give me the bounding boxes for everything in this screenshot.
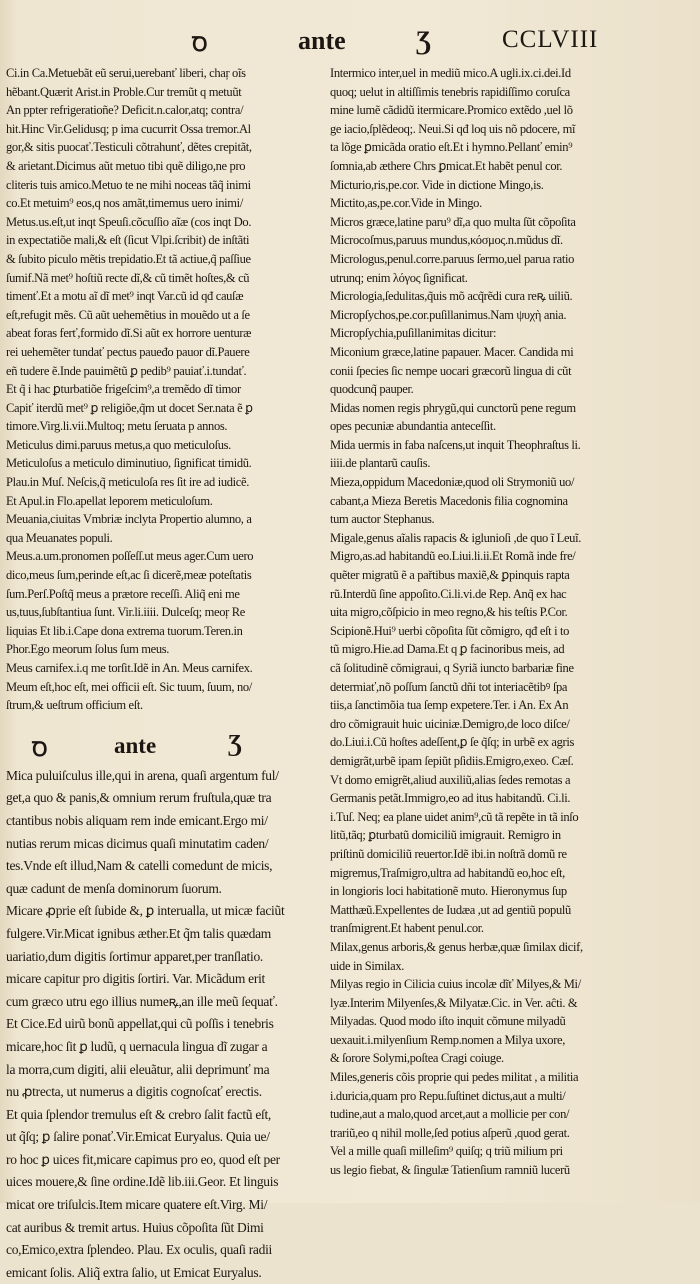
text-line: get,a quo & panis,& omnium rerum fruſtula,quæ tra: [6, 790, 272, 806]
text-line: Germanis petãt.Immigro,eo ad itus habitandũ. Ci.li.: [330, 791, 571, 806]
text-line: Microcoſmus,paruus mundus,κόσμος.n.mũdus dĩ.: [330, 233, 563, 248]
text-line: An ppter refrigeratioñe? Deficit.n.calor,atq; contra/: [6, 103, 244, 118]
text-line: in expectatiõe mali,& eſt (ſicut Vlpi.ſcribit) de inſtãti: [6, 233, 250, 248]
text-line: cat auribus & tremit artus. Huius cõpoſita ſũt Dimi: [6, 1219, 264, 1235]
text-line: Meticuloſus a meticulo diminutiuo, ſignificat timidũ.: [6, 456, 252, 471]
text-line: Meum eſt,hoc eſt, mei officii eſt. Sic tuum, ſuum, no/: [6, 679, 252, 694]
text-line: Migale,genus aĩalis rapacis & iglunioſi ,de quo ĩ Leuĩ.: [330, 530, 582, 545]
text-line: tiis,a ſanctimõia tua ſemp expetere.Ter. i An. Ex An: [330, 698, 569, 713]
text-line: do.Liui.i.Cũ hoſtes adeſſent,ꝑ ſe q̃ſq; in urbẽ ex agris: [330, 735, 574, 750]
text-line: Plau.in Muſ. Neſcis,q̃ meticuloſa res ſit ire ad iudicẽ.: [6, 475, 250, 490]
text-line: Mica puluiſculus ille,qui in arena, quaſi argentum ful/: [6, 767, 279, 783]
text-line: rũ.Interdũ ſine appoſito.Ci.li.vi.de Rep. Anq̃ ex hac: [330, 586, 567, 601]
text-line: Et q̃ i hac ꝑturbatiõe frigeſcim⁹,a tremẽdo dĩ timor: [6, 382, 241, 397]
text-line: uices mouere,& ſine ordine.Idẽ lib.iii.Geor. Et linguis: [6, 1174, 279, 1190]
text-line: ge iacio,ſplẽdeoq;. Neui.Si qđ loq uis nõ pdocere, mĩ: [330, 121, 576, 136]
text-line: emicant ſolis. Aliq̃ extra ſalio, ut Emicat Euryalus.: [6, 1264, 262, 1280]
text-line: quæ cadunt de menſa dominorum ſuorum.: [6, 880, 222, 896]
text-line: nu ꝓtrecta, ut numerus a digitis cognoſcať erectis.: [6, 1084, 262, 1100]
text-line: Milax,genus arboris,& genus herbæ,quæ ſimilax dicif,: [330, 939, 583, 954]
text-line: uariatio,dum digitis ſortimur apparet,per tranſlatio.: [6, 948, 263, 964]
folio-number: CCLVIII: [502, 26, 599, 53]
text-line: trariũ,eo q nihil molle,ſed potius aſperũ ,quod gerat.: [330, 1125, 570, 1140]
text-line: timore.Virg.li.vii.Multoq; metu ſeruata p annos.: [6, 419, 228, 434]
text-line: abeat foras ferť,formido dĩ.Si aũt ex horrore uenturæ: [6, 326, 252, 341]
text-line: ctantibus nobis aliquam rem inde emicant.Ergo mi/: [6, 812, 268, 828]
text-line: Et Cice.Ed uirũ bonũ appellat,qui cũ poſſis i tenebris: [6, 1016, 274, 1032]
left-column: [6, 64, 324, 1284]
text-line: Vel a mille quaſi milleſim⁹ quiſq; q triũ milium pri: [330, 1144, 563, 1159]
running-header: [180, 22, 680, 58]
text-line: conii ſpecies ſic nempe uocari græcorũ lingua di cũt: [330, 363, 572, 378]
left-column-block-2: [6, 765, 324, 1284]
text-line: quẽter migratũ ẽ a pařtibus maxiẽ,& ꝑpinquis rapta: [330, 568, 570, 583]
text-line: cabant,a Mieza Beretis Macedonis filia cognomina: [330, 493, 568, 508]
text-line: Mictito,as,pe.cor.Vide in Mingo.: [330, 196, 482, 211]
text-line: co,Emico,extra ſplendeo. Plau. Ex oculis, quaſi radii: [6, 1242, 273, 1258]
text-line: Micropſychos,pe.cor.puſillanimus.Nam ψυχὴ ania.: [330, 307, 567, 322]
text-line: Midas nomen regis phrygũ,qui cunctorũ pene regum: [330, 400, 576, 415]
text-line: uexauit.i.milyenſium Remp.nomen a Milya uxore,: [330, 1032, 566, 1047]
text-line: i.Tuſ. Neq; ea plane uidet anim⁹,cũ tã repẽte in tã inſo: [330, 809, 579, 824]
text-line: opes pecuniæ abundantia anteceſſit.: [330, 419, 496, 434]
text-line: micat ore triſulcis.Item micare quatere eſt.Virg. Mi/: [6, 1197, 268, 1213]
text-line: mine lumẽ cãdidũ itermicare.Promico extẽdo ,uel lõ: [330, 103, 573, 118]
text-line: Micrologia,ſedulitas,q̃uis mõ acq̃rẽdi cura reꝶ uiliũ.: [330, 289, 573, 304]
text-line: Et quia ſplendor tremulus eſt & crebro ſalit factũ eſt,: [6, 1106, 272, 1122]
text-line: quoq; uelut in altiſſimis tenebris rapidiſſimo coruſca: [330, 84, 570, 99]
text-line: determiať,nõ poſſum ſanctũ dñi tot interiacẽtibꝰ ſpa: [330, 679, 568, 694]
text-line: Intermico inter,uel in mediũ mico.A ugli.ix.ci.dei.Id: [330, 66, 571, 80]
text-line: tranſmigrent.Et habent penul.cor.: [330, 921, 484, 936]
text-line: micare capitur pro digitis ſortiri. Var. Micãdum erit: [6, 971, 265, 987]
text-line: ſumif.Nã met⁹ hoſtiũ recte dĩ,& cũ timẽt hoſtes,& cũ: [6, 270, 250, 285]
text-line: Micrologus,penul.corre.paruus ſermo,uel parua ratio: [330, 251, 575, 266]
section-brace: Ʒ: [228, 730, 242, 757]
text-line: utrunq; enim λόγος ſignificat.: [330, 270, 468, 285]
header-word: ante: [298, 26, 346, 55]
header-brace: Ʒ: [416, 26, 432, 55]
text-line: qua Meuanates populi.: [6, 530, 113, 545]
text-line: cã ſolitudinẽ cõmigraui, q Syriã iuncto barbariæ fine: [330, 661, 574, 675]
text-line: Matthæũ.Expellentes de Iudæa ,ut ad gentiũ populũ: [330, 902, 571, 917]
text-line: & ſorore Solymi,poſtea Cragi coiuge.: [330, 1051, 504, 1066]
text-line: ſomnia,ab æthere Chrs ꝑmicat.Et habẽt penul cor.: [330, 158, 563, 173]
section-siglum: Ꝺ: [32, 738, 48, 761]
text-line: ſtrum,& ueſtrum officium eſt.: [6, 698, 143, 713]
text-line: timenť.Et a motu aĩ dĩ met⁹ inqt Var.cũ id qđ cauſæ: [6, 289, 244, 304]
text-line: Et Apul.in Flo.apellat leporem meticuloſum.: [6, 493, 213, 508]
text-line: Vt domo emigrẽt,aliud auxiliũ,alias ſedes remotas a: [330, 772, 571, 787]
text-line: & ſubito piculo mẽtis trepidatio.Et tã actiue,q̃ paſſiue: [6, 251, 251, 266]
text-line: ro hoc ꝑ uices fit,micare capimus pro eo, quod eſt per: [6, 1151, 280, 1167]
text-line: co.Et metuim⁹ eos,q nos amãt,timemus uero inimi/: [6, 196, 243, 211]
text-line: Milyas regio in Cilicia cuius incolæ dĩť Milyes,& Mi/: [330, 977, 581, 992]
text-line: liquias Et lib.i.Cape dona extrema tuorum.Teren.in: [6, 623, 243, 638]
text-line: ut q̃ſq; ꝑ ſalire ponať.Vir.Emicat Euryalus. Quia ue/: [6, 1129, 270, 1145]
text-line: i.duricia,quam pro Repu.ſuſtinet dictus,aut a multi/: [330, 1088, 566, 1103]
text-line: Metus.us.eſt,ut inqt Speuſi.cõcuſſio aĩæ (cos inqt Do.: [6, 214, 252, 229]
text-line: cliteris tuis amico.Metuo te ne mihi noceas tãq̃ inimi: [6, 177, 251, 192]
text-line: Migro,as.ad habitandũ eo.Liui.li.ii.Et Romã inde fre/: [330, 549, 576, 564]
text-line: tudine,aut a malo,quod arcet,aut a mollicie per con/: [330, 1107, 570, 1122]
text-line: dro cõmigrauit huic uiciniæ.Demigro,de loco diſce/: [330, 716, 570, 731]
text-line: gor,& sitis puocať.Testiculi cõtrahunť, dẽtes crepitãt,: [6, 140, 252, 155]
text-line: Micros græce,latine paru⁹ dĩ,a quo multa ſũt cõpoſita: [330, 214, 576, 229]
text-line: eñ tudere ẽ.Inde pauimẽtũ ꝑ pedib⁹ pauiať.i.tundať.: [6, 363, 247, 378]
text-line: Miconium græce,latine papauer. Macer. Candida mi: [330, 344, 574, 359]
text-line: migremus,Traſmigro,ultra ad habitandũ eo,hoc eſt,: [330, 865, 565, 880]
right-column: [330, 64, 678, 1180]
text-line: hẽbant.Quærit Arist.in Proble.Cur tremũt q metuũt: [6, 84, 242, 99]
text-line: quodcunq̃ pauper.: [330, 382, 414, 397]
text-line: la morra,cum digiti, alii eleuãtur, alii deprimunť ma: [6, 1061, 270, 1077]
right-column-block: [330, 64, 678, 1180]
section-word: ante: [114, 732, 157, 758]
text-line: uide in Similax.: [330, 958, 405, 973]
text-line: fulgere.Vir.Micat ignibus æther.Et q̃m talis quædam: [6, 925, 271, 941]
text-line: eſt,refugit mẽs. Cũ aũt uehemẽtius in mouẽdo ut a ſe: [6, 307, 250, 322]
text-line: Miles,generis cõis proprie qui pedes militat , a militia: [330, 1070, 579, 1085]
text-line: tes.Vnde eſt illud,Nam & catelli comedunt de micis,: [6, 858, 273, 874]
left-column-block-1: [6, 64, 324, 715]
text-line: Meus carnifex.i.q me torſit.Idẽ in An. Meus carnifex.: [6, 661, 253, 675]
text-line: & arietant.Dicimus aũt metuo tibi quẽ diligo,ne pro: [6, 158, 246, 173]
text-line: dico,meus ſum,perinde eſt,ac ſi dicerẽ,meæ poteſtatis: [6, 568, 252, 583]
section-heading: [6, 725, 324, 765]
text-line: Milyadas. Quod modo iſto inquit cõmune milyadũ: [330, 1014, 566, 1029]
text-line: Micropſychia,puſillanimitas dicitur:: [330, 326, 497, 341]
text-line: micare,hoc ſit ꝑ ludũ, q uernacula lingua dĩ zugar a: [6, 1038, 268, 1054]
text-line: cum græco utru ego illius numeꝶ,an ille meũ ſequať.: [6, 993, 278, 1009]
text-line: ſum.Perſ.Poſtq̃ meus a prætore receſſi. Aliq̃ eni me: [6, 586, 240, 601]
text-line: nutias rerum micas dicimus quaſi minutatim caden/: [6, 835, 269, 851]
text-line: us,tuus,ſubſtantiua ſunt. Vir.li.iiii. Dulceſq; meoŗ Re: [6, 605, 245, 620]
text-line: iiii.de plantarũ cauſis.: [330, 456, 431, 471]
text-line: Mieza,oppidum Macedoniæ,quod oli Strymoniũ uo/: [330, 475, 575, 490]
text-line: lyæ.Interim Milyenſes,& Milyatæ.Cic. in Ver. aĉti. &: [330, 995, 578, 1010]
text-line: Micare ꝓprie eſt ſubide &, ꝑ interualla, ut micæ faciũt: [6, 903, 285, 919]
text-line: Micturio,ris,pe.cor. Vide in dictione Mingo,is.: [330, 177, 544, 192]
text-line: tũ migro.Hie.ad Dama.Et q ꝑ facinoribus meis, ad: [330, 642, 565, 657]
header-siglum: Ꝺ: [192, 34, 208, 56]
text-line: Mida uermis in faba naſcens,ut inquit Theophraſtus li.: [330, 437, 581, 452]
text-line: rei uehemẽter tundať pectus paueđo pauor dĩ.Pauere: [6, 344, 250, 359]
text-line: Meus.a.um.pronomen poſſeſſ.ut meus ager.Cum uero: [6, 549, 254, 564]
text-line: tum auctor Stephanus.: [330, 512, 435, 527]
text-line: demigrãt,urbẽ ipam ſepiũt pſidiis.Emigro,exeo. Cæſ.: [330, 753, 574, 768]
text-line: hit.Hinc Vir.Gelidusq; p ima cucurrit Ossa tremor.Al: [6, 121, 251, 136]
text-line: priſtinũ domiciliũ reuertor.Idẽ ibi.in noſtrã domũ re: [330, 846, 567, 861]
text-line: Scipionẽ.Hui⁹ uerbi cõpoſita ſũt cõmigro, qđ eſt i to: [330, 623, 570, 638]
text-line: Meticulus dimi.paruus metus,a quo meticuloſus.: [6, 437, 231, 452]
text-line: us legio fiebat, & ſingulæ Tatienſium ramniũ lucerũ: [330, 1163, 570, 1178]
text-line: Phor.Ego meorum ſolus ſum meus.: [6, 642, 170, 657]
text-line: uita migro,cõſpicio in meo regno,& his teſtis P.Cor.: [330, 605, 568, 620]
text-line: Capiť iterdũ met⁹ ꝑ religiõe,q̃m ut docet Ser.nata ẽ ꝑ: [6, 400, 253, 415]
text-line: ta lõge ꝑmicãda oratio eſt.Et i hymno.Pellanť emin⁹: [330, 140, 573, 155]
text-line: Meuania,ciuitas Vmbriæ inclyta Propertio alumno, a: [6, 512, 252, 527]
text-line: in longioris loci habitationẽ muto. Hieronymus ſup: [330, 884, 567, 899]
text-line: Ci.in Ca.Metuebãt eũ serui,uerebanť liberi, chaŗ oĩs: [6, 66, 246, 80]
text-line: litũ,tãq; ꝑturbatũ domiciliũ imigrauit. Remigro in: [330, 828, 561, 843]
